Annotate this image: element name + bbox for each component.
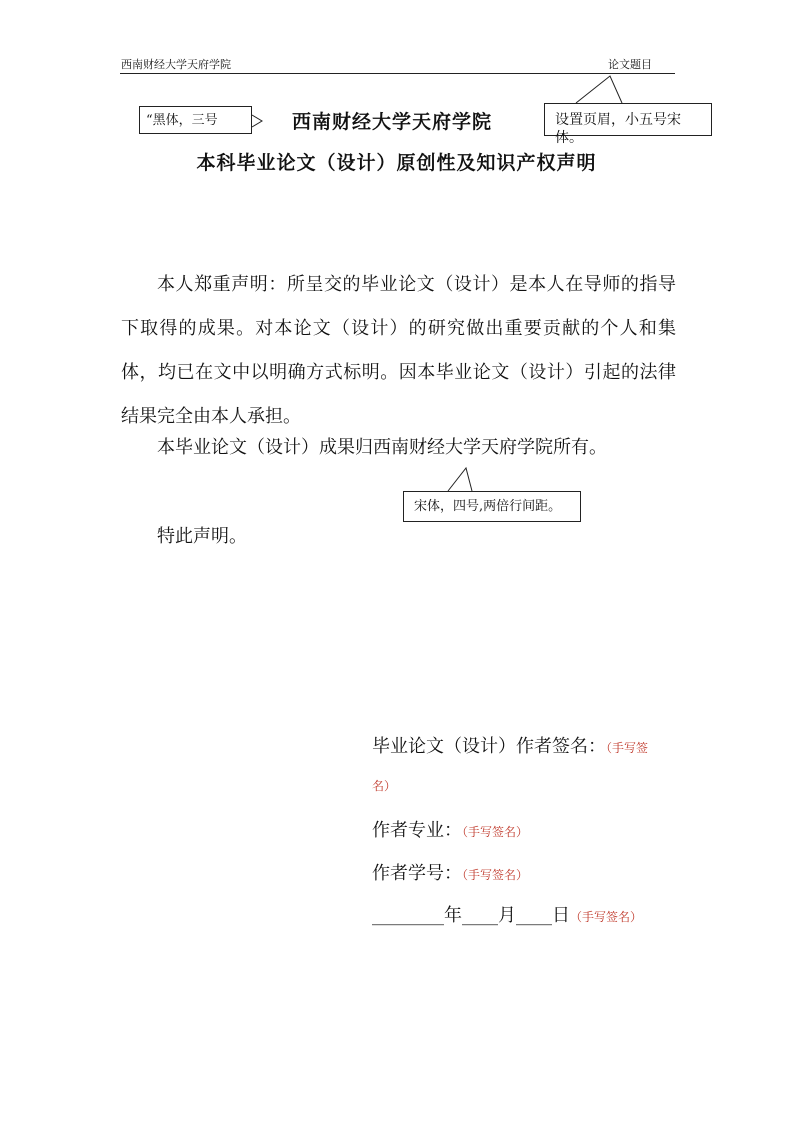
- ownership-paragraph: 本毕业论文（设计）成果归西南财经大学天府学院所有。: [157, 437, 607, 458]
- date-day-label: 日: [552, 905, 570, 926]
- date-hint: （手写签名）: [570, 910, 643, 924]
- date-day-blank: ____: [516, 905, 552, 926]
- header-right-text: 论文题目: [608, 58, 652, 71]
- header-left-text: 西南财经大学天府学院: [121, 58, 231, 71]
- callout-right-pointer: [576, 76, 622, 103]
- callout-body-font: 宋体，四号,两倍行间距。: [403, 491, 581, 522]
- student-id-hint: （手写签名）: [462, 868, 529, 882]
- author-major-label: 作者专业：: [372, 820, 462, 841]
- student-id-line: [372, 860, 528, 889]
- author-signature-hint: （手写签: [606, 741, 649, 755]
- author-signature-hint-wrap: 名）: [372, 779, 397, 793]
- title-declaration: 本科毕业论文（设计）原创性及知识产权声明: [196, 152, 597, 174]
- callout-mid-pointer: [448, 468, 472, 491]
- author-signature-line: [372, 733, 648, 762]
- author-major-line: [372, 817, 528, 846]
- callout-left-pointer: [252, 115, 262, 127]
- date-line: [372, 902, 642, 931]
- author-major-hint: （手写签名）: [462, 825, 529, 839]
- date-year-blank: ________: [372, 905, 444, 926]
- callout-title-font: “黑体，三号: [139, 106, 252, 134]
- title-school: 西南财经大学天府学院: [292, 111, 493, 133]
- callout-header-font: 设置页眉，小五号宋体。: [544, 103, 712, 136]
- declaration-paragraph: 本人郑重声明：所呈交的毕业论文（设计）是本人在导师的指导下取得的成果。对本论文（设计）的研究做出重要贡献的个人和集体，均已在文中以明确方式标明。因本毕业论文（设计）引起的法律结果完全由本人承担。: [121, 274, 676, 427]
- closing-statement: 特此声明。: [157, 526, 247, 547]
- student-id-label: 作者学号：: [372, 863, 462, 884]
- author-signature-label: 毕业论文（设计）作者签名：: [372, 736, 606, 757]
- date-year-label: 年: [444, 905, 462, 926]
- date-month-label: 月: [498, 905, 516, 926]
- date-month-blank: ____: [462, 905, 498, 926]
